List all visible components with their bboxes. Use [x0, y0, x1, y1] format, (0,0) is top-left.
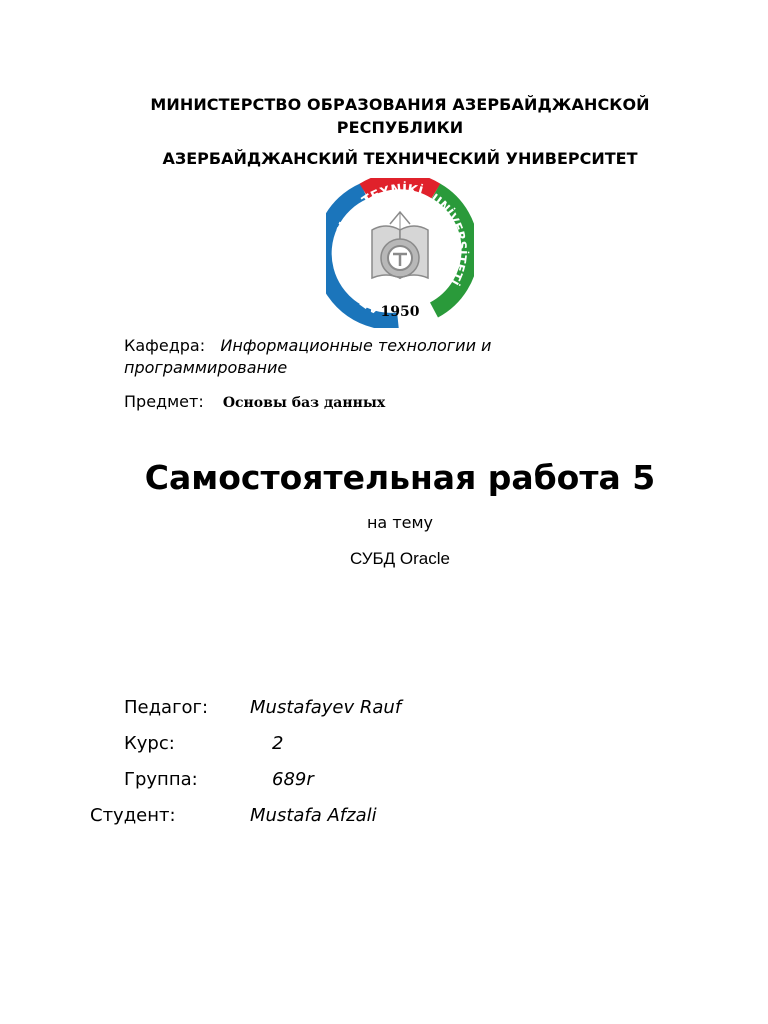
subject-line [124, 391, 385, 414]
logo-ring-text-left: AZƏRBAYCAN [331, 220, 383, 317]
logo-year: 1950 [380, 304, 420, 320]
student-label: Студент: [90, 805, 176, 826]
university-heading: АЗЕРБАЙДЖАНСКИЙ ТЕХНИЧЕСКИЙ УНИВЕРСИТЕТ [162, 149, 638, 168]
department-value: Информационные технологии и программирование [124, 336, 492, 377]
course-value: 2 [272, 733, 284, 754]
book-emblem-icon [372, 212, 428, 278]
subject-label: Предмет: [124, 392, 204, 411]
department-line [124, 335, 554, 379]
topic-value: СУБД Oracle [350, 549, 450, 568]
teacher-label: Педагог: [124, 697, 209, 718]
student-value: Mustafa Afzali [250, 805, 377, 826]
course-label: Курс: [124, 733, 175, 754]
university-logo [326, 178, 474, 328]
group-label: Группа: [124, 769, 198, 790]
ministry-heading: МИНИСТЕРСТВО ОБРАЗОВАНИЯ АЗЕРБАЙДЖАНСКОЙ РЕСПУБЛИКИ [150, 95, 650, 137]
work-title: Самостоятельная работа 5 [144, 458, 656, 497]
topic-intro: на тему [366, 513, 434, 532]
logo-ring-text-right: UNİVERSİTETİ [428, 190, 470, 288]
group-value: 689r [272, 769, 314, 790]
subject-value: Основы баз данных [222, 395, 386, 411]
department-label: Кафедра: [124, 336, 206, 355]
teacher-value: Mustafayev Rauf [250, 697, 402, 718]
logo-ring-text-top: TEXNİKİ [359, 182, 425, 210]
